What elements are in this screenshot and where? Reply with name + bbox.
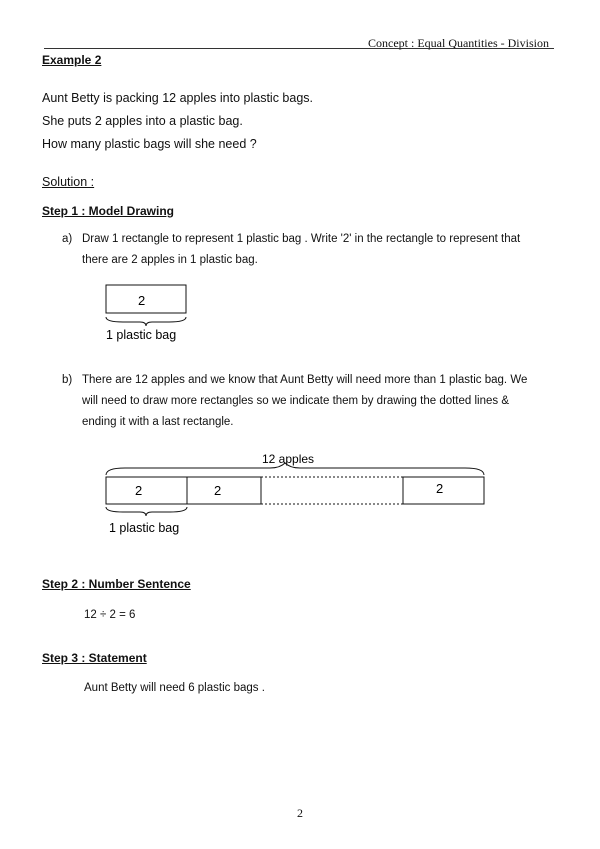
- box-value-last: 2: [436, 481, 444, 496]
- number-sentence: 12 ÷ 2 = 6: [84, 609, 136, 621]
- page-number: 2: [297, 806, 303, 820]
- brace-icon: [106, 507, 187, 516]
- brace-label: 1 plastic bag: [106, 328, 177, 342]
- total-label: 12 apples: [262, 452, 315, 466]
- example-title: Example 2: [42, 53, 102, 67]
- step1b-marker: b): [62, 374, 73, 386]
- bag-box-2: [187, 477, 261, 504]
- step1a-line-1: Draw 1 rectangle to represent 1 plastic bag . Write '2' in the rectangle to represent that: [82, 233, 521, 245]
- step1-title: Step 1 : Model Drawing: [42, 204, 175, 218]
- solution-label: Solution :: [42, 175, 95, 189]
- header-divider: [44, 48, 554, 49]
- model-drawing-b: [95, 448, 495, 540]
- step3-title: Step 3 : Statement: [42, 651, 147, 665]
- step1b-line-1: There are 12 apples and we know that Aunt Betty will need more than 1 plastic bag. We: [82, 374, 528, 386]
- plastic-bag-box: [106, 285, 186, 313]
- step1a-marker: a): [62, 233, 73, 245]
- problem-line-1: Aunt Betty is packing 12 apples into plastic bags.: [42, 91, 313, 105]
- brace-label: 1 plastic bag: [109, 521, 180, 535]
- model-drawing-a: [95, 280, 205, 346]
- concept-header: Concept : Equal Quantities - Division: [368, 36, 549, 50]
- step1a-line-2: there are 2 apples in 1 plastic bag.: [82, 254, 258, 266]
- step1b-line-3: ending it with a last rectangle.: [82, 416, 234, 428]
- brace-icon: [106, 317, 186, 326]
- problem-line-3: How many plastic bags will she need ?: [42, 137, 257, 151]
- box-value: 2: [138, 293, 146, 308]
- bag-box-last: [403, 477, 484, 504]
- problem-line-2: She puts 2 apples into a plastic bag.: [42, 114, 243, 128]
- statement: Aunt Betty will need 6 plastic bags .: [84, 682, 265, 694]
- box-value-1: 2: [135, 483, 143, 498]
- step2-title: Step 2 : Number Sentence: [42, 577, 191, 591]
- bag-box-1: [106, 477, 187, 504]
- step1b-line-2: will need to draw more rectangles so we indicate them by drawing the dotted lines &: [82, 395, 510, 407]
- box-value-2: 2: [214, 483, 222, 498]
